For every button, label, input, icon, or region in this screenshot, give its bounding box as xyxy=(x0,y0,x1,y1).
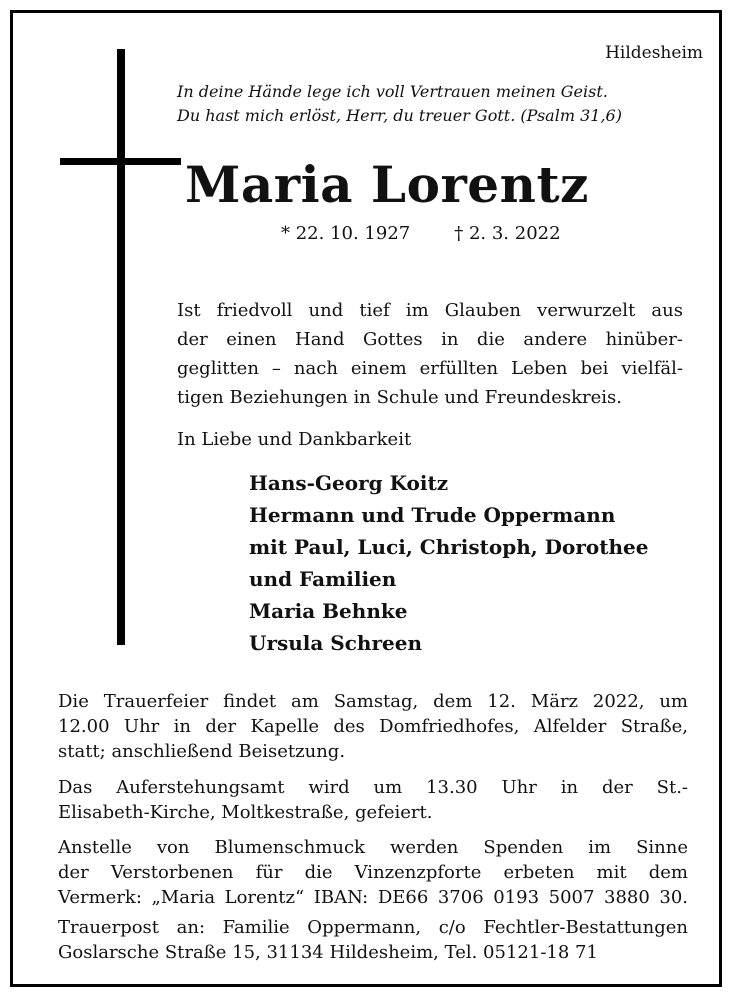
signoff: In Liebe und Dankbarkeit xyxy=(177,429,412,450)
notice-line: Vermerk: „Maria Lorentz“ IBAN: DE66 3706 0193 5007 3880 30. xyxy=(58,887,688,908)
death-date: † 2. 3. 2022 xyxy=(454,223,561,244)
notice-line: Trauerpost an: Familie Oppermann, c/o Fechtler-Bestattungen xyxy=(58,917,688,938)
notice-line: der Verstorbenen für die Vinzenzpforte erbeten mit dem xyxy=(58,862,688,883)
funeral-notice xyxy=(58,689,688,764)
mail-notice xyxy=(58,915,688,965)
notice-line: 12.00 Uhr in der Kapelle des Domfriedhofes, Alfelder Straße, xyxy=(58,716,688,737)
notice-line: Anstelle von Blumenschmuck werden Spenden im Sinne xyxy=(58,837,688,858)
mourner: Hermann und Trude Oppermann xyxy=(249,503,616,527)
notice-line: Die Trauerfeier findet am Samstag, dem 12. März 2022, um xyxy=(58,691,688,712)
notice-line: Das Auferstehungsamt wird um 13.30 Uhr in der St.- xyxy=(58,777,688,798)
cross-icon xyxy=(117,49,125,645)
tribute-line: tigen Beziehungen in Schule und Freundeskreis. xyxy=(177,387,622,408)
notice-line: Goslarsche Straße 15, 31134 Hildesheim, Tel. 05121-18 71 xyxy=(58,942,598,963)
mourner: Hans-Georg Koitz xyxy=(249,471,449,495)
place-name: Hildesheim xyxy=(605,43,703,63)
notice-line: Elisabeth-Kirche, Moltkestraße, gefeiert. xyxy=(58,802,433,823)
mourner: Ursula Schreen xyxy=(249,631,422,655)
donation-notice xyxy=(58,835,688,910)
birth-date: * 22. 10. 1927 xyxy=(281,223,411,244)
deceased-name: Maria Lorentz xyxy=(185,155,589,214)
mourner: und Familien xyxy=(249,567,397,591)
psalm-line: In deine Hände lege ich voll Vertrauen meinen Geist. xyxy=(177,82,608,101)
tribute-line: der einen Hand Gottes in die andere hinüber- xyxy=(177,329,683,350)
tribute-text xyxy=(177,296,683,412)
tribute-line: geglitten – nach einem erfüllten Leben bei vielfäl- xyxy=(177,358,683,379)
psalm-quote xyxy=(177,80,707,128)
tribute-line: Ist friedvoll und tief im Glauben verwurzelt aus xyxy=(177,300,683,321)
mourner: Maria Behnke xyxy=(249,599,408,623)
mourners-list xyxy=(249,467,648,659)
obituary-notice xyxy=(10,10,722,987)
mourner: mit Paul, Luci, Christoph, Dorothee xyxy=(249,535,649,559)
cross-icon-bar xyxy=(60,158,181,165)
life-dates xyxy=(281,223,605,244)
notice-line: statt; anschließend Beisetzung. xyxy=(58,741,346,762)
mass-notice xyxy=(58,775,688,825)
psalm-line: Du hast mich erlöst, Herr, du treuer Gott. (Psalm 31,6) xyxy=(177,106,622,125)
